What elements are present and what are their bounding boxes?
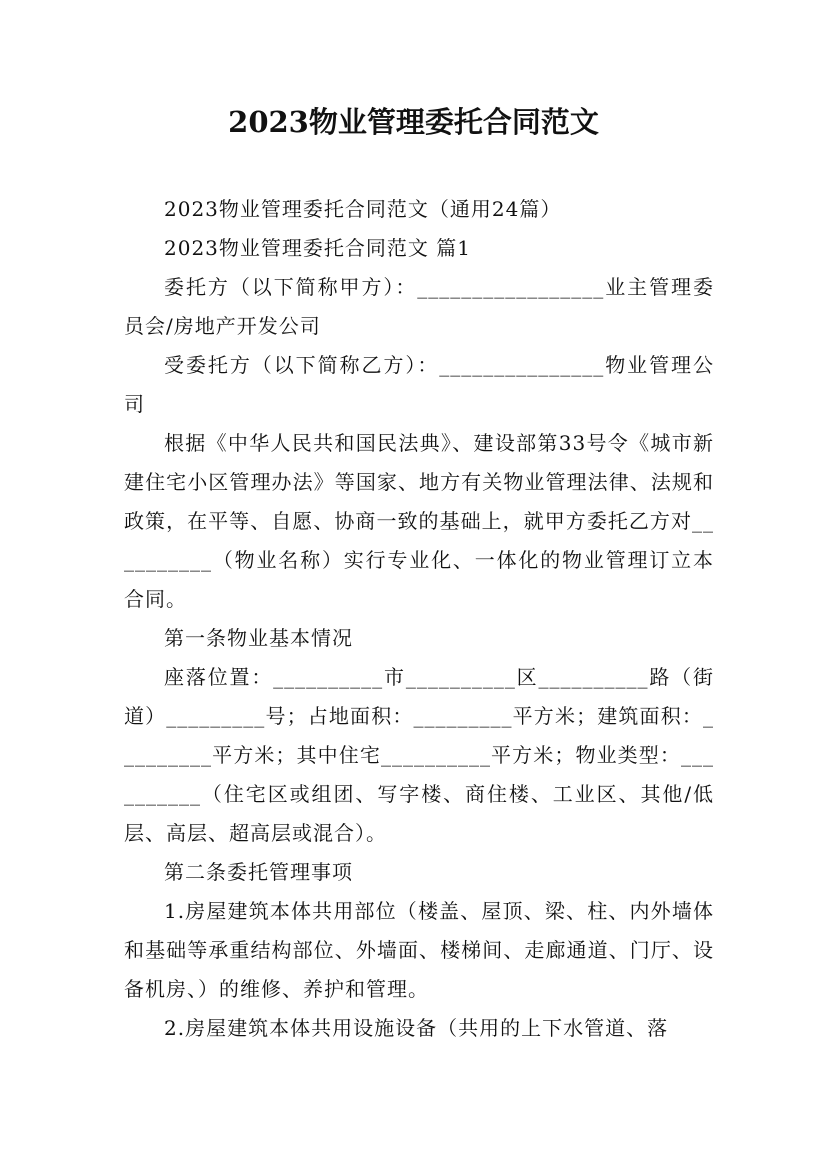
- paragraph-property-info: 座落位置：__________市__________区__________路（街道）_________号；占地面积：_________平方米；建筑面积：_________平方米；其中住宅__________平方米；物业类型：__________（住宅区或组团、写字楼、商住楼、工业区、其他/低层、高层、超高层或混合）。: [124, 665, 714, 845]
- paragraph-item-1: 1.房屋建筑本体共用部位（楼盖、屋顶、梁、柱、内外墙体和基础等承重结构部位、外墙面、楼梯间、走廊通道、门厅、设备机房、）的维修、养护和管理。: [124, 899, 714, 1001]
- document-body: [124, 190, 714, 1048]
- document-title: 2023物业管理委托合同范文: [228, 105, 599, 139]
- paragraph-item-2: 2.房屋建筑本体共用设施设备（共用的上下水管道、落: [164, 1016, 669, 1040]
- paragraph-article-1-heading: 第一条物业基本情况: [164, 626, 353, 650]
- paragraph-party-b: 受委托方（以下简称乙方）：_______________物业管理公司: [124, 353, 714, 416]
- paragraph-subtitle: 2023物业管理委托合同范文（通用24篇）: [164, 197, 562, 221]
- paragraph-basis: 根据《中华人民共和国民法典》、建设部第33号令《城市新建住宅小区管理办法》等国家、地方有关物业管理法律、法规和政策，在平等、自愿、协商一致的基础上，就甲方委托乙方对__________（物业名称）实行专业化、一体化的物业管理订立本合同。: [124, 431, 714, 611]
- paragraph-party-a: 委托方（以下简称甲方）：_________________业主管理委员会/房地产开发公司: [124, 275, 714, 338]
- paragraph-article-2-heading: 第二条委托管理事项: [164, 860, 353, 884]
- paragraph-section-heading: 2023物业管理委托合同范文 篇1: [164, 236, 471, 260]
